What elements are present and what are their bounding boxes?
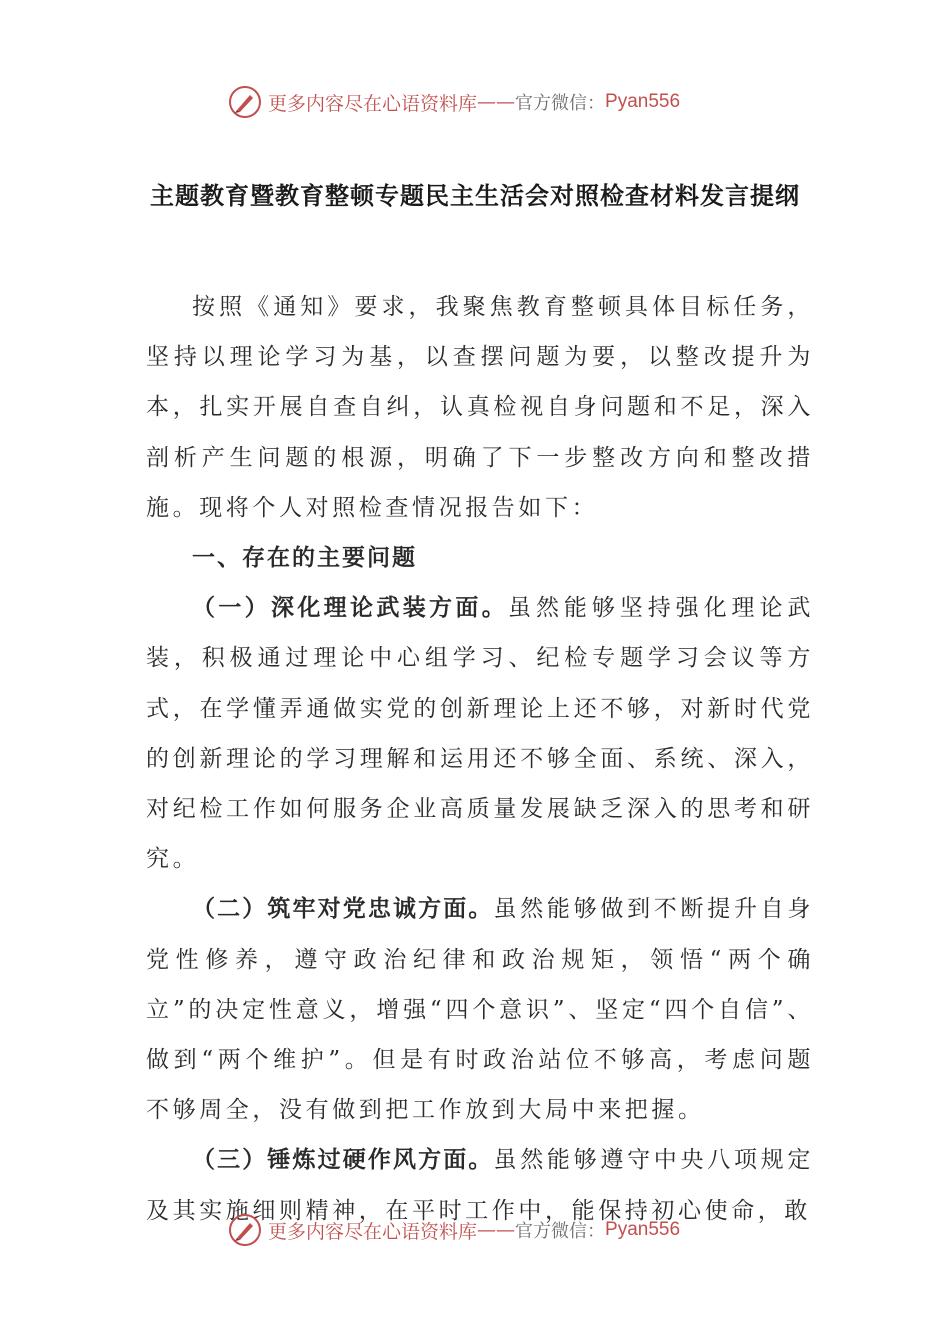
intro-paragraph: 按照《通知》要求，我聚焦教育整顿具体目标任务，坚持以理论学习为基，以查摆问题为要，以整改提升为本，扎实开展自查自纠，认真检视自身问题和不足，深入剖析产生问题的根源，明确了下一步整改方向和整改措施。现将个人对照检查情况报告如下：: [146, 294, 814, 521]
watermark-wechat-id: Pyan556: [605, 91, 681, 112]
watermark-dash: ——: [477, 91, 516, 113]
watermark-dash: ——: [477, 1219, 516, 1241]
item-lead: （二）筑牢对党忠诚方面。: [192, 895, 494, 923]
item-paragraph-2: [146, 884, 814, 1135]
pen-logo-icon: [228, 1213, 262, 1247]
watermark-main-text: 更多内容尽在心语资料库: [268, 92, 478, 115]
document-title: 主题教育暨教育整顿专题民主生活会对照检查材料发言提纲: [150, 181, 800, 210]
item-text: 虽然能够遵守中央八项规定及其实施细则精神，在平时工作中，能保持初心使命，敢: [146, 1147, 815, 1224]
item-text: 虽然能够坚持强化理论武装，积极通过理论中心组学习、纪检专题学习会议等方式，在学懂弄通做实党的创新理论上还不够，对新时代党的创新理论的学习理解和运用还不够全面、系统、深入，对纪检工作如何服务企业高质量发展缺乏深入的思考和研究。: [146, 595, 814, 873]
watermark-header: [228, 82, 680, 122]
item-lead: （三）锤炼过硬作风方面。: [192, 1146, 494, 1174]
pen-logo-icon: [228, 85, 262, 119]
watermark-sub-text: 官方微信：: [515, 1221, 606, 1242]
watermark-wechat-id: Pyan556: [605, 1219, 681, 1240]
watermark-main-text: 更多内容尽在心语资料库: [268, 1220, 478, 1243]
watermark-sub-text: 官方微信：: [515, 93, 606, 114]
item-lead: （一）深化理论武装方面。: [192, 594, 509, 622]
item-paragraph-1: [146, 583, 814, 884]
item-text: 虽然能够做到不断提升自身党性修养，遵守政治纪律和政治规矩，领悟“两个确立”的决定性意义，增强“四个意识”、坚定“四个自信”、做到“两个维护”。但是有时政治站位不够高，考虑问题不够周全，没有做到把工作放到大局中来把握。: [146, 896, 815, 1124]
section-heading: 一、存在的主要问题: [192, 544, 417, 572]
document-body: [146, 282, 814, 1236]
watermark-footer: [228, 1210, 680, 1250]
